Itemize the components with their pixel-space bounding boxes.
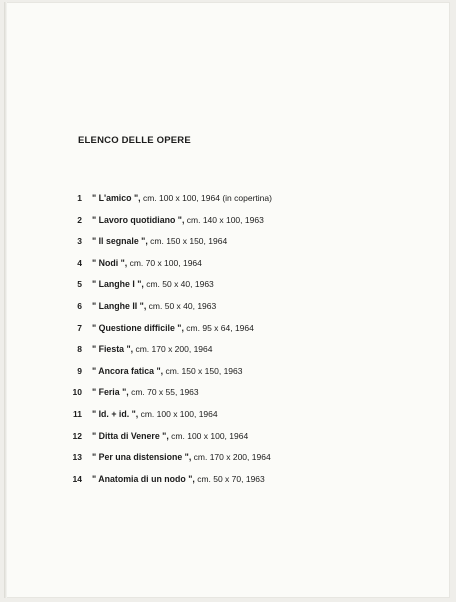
- list-item: [64, 407, 272, 429]
- work-details: cm. 70 x 55, 1963: [128, 387, 199, 398]
- work-details: cm. 100 x 100, 1964: [138, 408, 218, 419]
- work-details: cm. 170 x 200, 1964: [133, 344, 213, 355]
- work-title: " Anatomia di un nodo ",: [92, 473, 195, 484]
- work-title: " Questione difficile ",: [92, 322, 184, 333]
- work-title: " L'amico ",: [92, 193, 141, 203]
- work-title: " Langhe II ",: [92, 300, 147, 311]
- list-item: [64, 472, 272, 494]
- list-item: [64, 342, 272, 364]
- list-item: [64, 256, 272, 278]
- document-page: [4, 2, 450, 598]
- work-number: 1: [77, 193, 82, 203]
- work-number: 6: [77, 300, 82, 311]
- list-item: [64, 385, 272, 407]
- list-item: [64, 299, 272, 321]
- work-details: cm. 70 x 100, 1964: [127, 257, 202, 268]
- work-details: cm. 170 x 200, 1964: [191, 452, 271, 463]
- work-number: 7: [77, 322, 82, 333]
- work-details: cm. 50 x 40, 1963: [143, 279, 214, 290]
- work-details: cm. 50 x 70, 1963: [194, 473, 265, 484]
- list-item: [64, 213, 272, 235]
- list-item: [64, 234, 272, 256]
- works-list: [64, 191, 272, 493]
- work-number: 3: [77, 236, 82, 247]
- work-number: 2: [77, 214, 82, 225]
- work-title: " Id. + id. ",: [92, 408, 139, 419]
- work-title: " Feria ",: [92, 387, 129, 398]
- work-title: " Nodi ",: [92, 257, 128, 268]
- list-item: [64, 450, 272, 472]
- work-details: cm. 100 x 100, 1964: [168, 430, 249, 441]
- list-item: [64, 321, 272, 343]
- work-number: 11: [73, 408, 82, 419]
- work-title: " Per una distensione ",: [92, 452, 192, 463]
- work-title: " Ancora fatica ",: [92, 365, 164, 376]
- page-title: ELENCO DELLE OPERE: [78, 135, 191, 146]
- list-item: [64, 191, 272, 213]
- work-number: 8: [77, 344, 82, 355]
- work-number: 13: [72, 452, 82, 463]
- work-details: cm. 95 x 64, 1964: [183, 322, 254, 333]
- list-item: [64, 429, 272, 451]
- work-number: 14: [72, 473, 82, 484]
- page-fold-shadow: [4, 2, 7, 598]
- work-number: 4: [77, 257, 82, 268]
- work-number: 10: [72, 387, 82, 398]
- list-item: [64, 277, 272, 299]
- work-title: " Fiesta ",: [92, 344, 134, 355]
- list-item: [64, 364, 272, 386]
- work-number: 12: [72, 430, 82, 441]
- work-details: cm. 150 x 150, 1964: [147, 236, 228, 247]
- work-number: 9: [77, 365, 82, 376]
- work-title: " Il segnale ",: [92, 236, 148, 247]
- work-title: " Langhe I ",: [92, 279, 144, 290]
- work-details: cm. 150 x 150, 1963: [163, 365, 243, 376]
- work-details: cm. 50 x 40, 1963: [146, 300, 217, 311]
- work-title: " Lavoro quotidiano ",: [92, 214, 185, 225]
- work-details: cm. 100 x 100, 1964 (in copertina): [140, 193, 272, 203]
- work-title: " Ditta di Venere ",: [92, 430, 169, 441]
- work-details: cm. 140 x 100, 1963: [184, 214, 264, 225]
- work-number: 5: [77, 279, 82, 290]
